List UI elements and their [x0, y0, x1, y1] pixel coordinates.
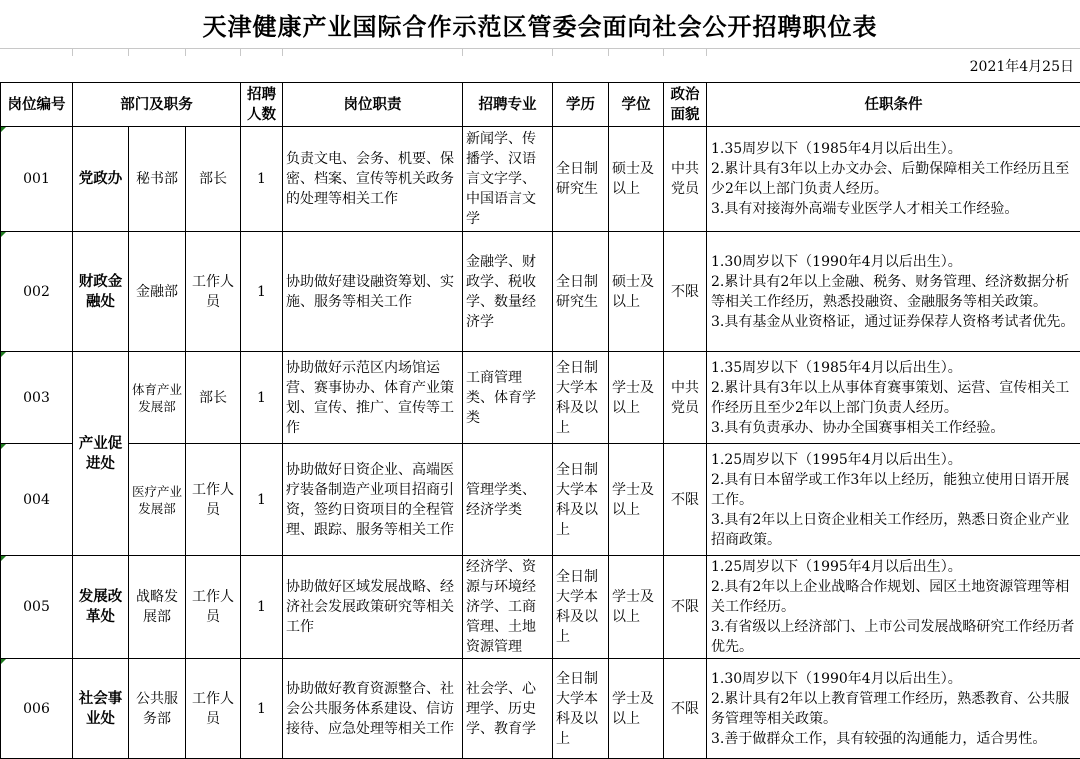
header-duty: 岗位职责: [283, 83, 463, 127]
education: 全日制大学本科及以上: [553, 352, 609, 444]
hire-count: 1: [241, 444, 283, 556]
header-degree: 学位: [609, 83, 664, 127]
requirement-line: 1.25周岁以下（1995年4月以后出生）。: [711, 557, 1076, 577]
job-duty: 负责文电、会务、机要、保密、档案、宣传等机关政务的处理等相关工作: [283, 127, 463, 232]
requirement-line: 2.具有日本留学或工作3年以上经历，能独立使用日语开展工作。: [711, 470, 1076, 510]
position-id: 002: [1, 232, 73, 352]
department: 社会事业处: [73, 659, 129, 759]
education: 全日制研究生: [553, 127, 609, 232]
table-row: [1, 352, 1080, 444]
hire-count: 1: [241, 232, 283, 352]
table-row: [1, 659, 1080, 759]
hire-count: 1: [241, 659, 283, 759]
requirement-line: 1.30周岁以下（1990年4月以后出生）。: [711, 669, 1076, 689]
requirements: [707, 659, 1080, 759]
major: 新闻学、传播学、汉语言文字学、中国语言文学: [463, 127, 553, 232]
major: 经济学、资源与环境经济学、工商管理、土地资源管理: [463, 556, 553, 659]
requirement-line: 2.累计具有2年以上教育管理工作经历，熟悉教育、公共服务管理等相关政策。: [711, 689, 1076, 729]
position-id: 005: [1, 556, 73, 659]
degree: 学士及以上: [609, 352, 664, 444]
political-status: 不限: [664, 232, 707, 352]
degree: 学士及以上: [609, 556, 664, 659]
political-status: 不限: [664, 444, 707, 556]
requirement-line: 1.35周岁以下（1985年4月以后出生）。: [711, 139, 1076, 159]
requirement-line: 1.25周岁以下（1995年4月以后出生）。: [711, 450, 1076, 470]
requirement-line: 3.具有2年以上日资企业相关工作经历，熟悉日资企业产业招商政策。: [711, 510, 1076, 550]
page-title: 天津健康产业国际合作示范区管委会面向社会公开招聘职位表: [0, 0, 1080, 48]
table-row: [1, 127, 1080, 232]
sub-department: 公共服务部: [129, 659, 186, 759]
requirement-line: 3.善于做群众工作，具有较强的沟通能力，适合男性。: [711, 729, 1076, 749]
hire-count: 1: [241, 352, 283, 444]
degree: 学士及以上: [609, 659, 664, 759]
position-table: [0, 82, 1080, 759]
sub-department: 医疗产业发展部: [129, 444, 186, 556]
hire-count: 1: [241, 127, 283, 232]
education: 全日制大学本科及以上: [553, 556, 609, 659]
sub-department: 战略发展部: [129, 556, 186, 659]
header-row: [1, 83, 1080, 127]
requirement-line: 2.累计具有2年以上金融、税务、财务管理、经济数据分析等相关工作经历，熟悉投融资、金融服务等相关政策。: [711, 272, 1076, 312]
department: 党政办: [73, 127, 129, 232]
political-status: 中共党员: [664, 127, 707, 232]
position-id: 003: [1, 352, 73, 444]
department: 财政金融处: [73, 232, 129, 352]
job-title: 部长: [186, 352, 241, 444]
job-title: 工作人员: [186, 659, 241, 759]
header-requirements: 任职条件: [707, 83, 1080, 127]
header-major: 招聘专业: [463, 83, 553, 127]
requirements: [707, 444, 1080, 556]
position-id: 004: [1, 444, 73, 556]
degree: 硕士及以上: [609, 232, 664, 352]
requirement-line: 2.累计具有3年以上从事体育赛事策划、运营、宣传相关工作经历且至少2年以上部门负责人经历。: [711, 378, 1076, 418]
job-title: 工作人员: [186, 444, 241, 556]
major: 金融学、财政学、税收学、数量经济学: [463, 232, 553, 352]
sheet-gridlines: [0, 48, 1080, 56]
job-duty: 协助做好区域发展战略、经济社会发展政策研究等相关工作: [283, 556, 463, 659]
requirement-line: 3.具有基金从业资格证，通过证券保荐人资格考试者优先。: [711, 312, 1076, 332]
requirement-line: 2.累计具有3年以上办文办会、后勤保障相关工作经历且至少2年以上部门负责人经历。: [711, 159, 1076, 199]
political-status: 不限: [664, 659, 707, 759]
major: 社会学、心理学、历史学、教育学: [463, 659, 553, 759]
sub-department: 金融部: [129, 232, 186, 352]
department: 产业促进处: [73, 352, 129, 556]
job-duty: 协助做好日资企业、高端医疗装备制造产业项目招商引资，签约日资项目的全程管理、跟踪、服务等相关工作: [283, 444, 463, 556]
requirement-line: 3.有省级以上经济部门、上市公司发展战略研究工作经历者优先。: [711, 617, 1076, 657]
header-dept: 部门及职务: [73, 83, 241, 127]
education: 全日制研究生: [553, 232, 609, 352]
header-id: 岗位编号: [1, 83, 73, 127]
requirement-line: 1.35周岁以下（1985年4月以后出生）。: [711, 358, 1076, 378]
degree: 学士及以上: [609, 444, 664, 556]
header-count: 招聘人数: [241, 83, 283, 127]
major: 管理学类、经济学类: [463, 444, 553, 556]
requirements: [707, 556, 1080, 659]
requirements: [707, 352, 1080, 444]
table-row: [1, 232, 1080, 352]
requirements: [707, 232, 1080, 352]
job-duty: 协助做好教育资源整合、社会公共服务体系建设、信访接待、应急处理等相关工作: [283, 659, 463, 759]
position-id: 001: [1, 127, 73, 232]
department: 发展改革处: [73, 556, 129, 659]
job-title: 工作人员: [186, 556, 241, 659]
table-row: [1, 444, 1080, 556]
job-duty: 协助做好建设融资筹划、实施、服务等相关工作: [283, 232, 463, 352]
job-title: 工作人员: [186, 232, 241, 352]
header-edu: 学历: [553, 83, 609, 127]
header-political: 政治面貌: [664, 83, 707, 127]
education: 全日制大学本科及以上: [553, 659, 609, 759]
sub-department: 体育产业发展部: [129, 352, 186, 444]
requirement-line: 1.30周岁以下（1990年4月以后出生）。: [711, 252, 1076, 272]
job-title: 部长: [186, 127, 241, 232]
requirements: [707, 127, 1080, 232]
education: 全日制大学本科及以上: [553, 444, 609, 556]
requirement-line: 3.具有对接海外高端专业医学人才相关工作经验。: [711, 199, 1076, 219]
sub-department: 秘书部: [129, 127, 186, 232]
job-duty: 协助做好示范区内场馆运营、赛事协办、体育产业策划、宣传、推广、宣传等工作: [283, 352, 463, 444]
major: 工商管理类、体育学类: [463, 352, 553, 444]
publish-date: 2021年4月25日: [970, 56, 1074, 78]
political-status: 中共党员: [664, 352, 707, 444]
requirement-line: 3.具有负责承办、协办全国赛事相关工作经验。: [711, 418, 1076, 438]
requirement-line: 2.具有2年以上企业战略合作规划、园区土地资源管理等相关工作经历。: [711, 577, 1076, 617]
position-id: 006: [1, 659, 73, 759]
degree: 硕士及以上: [609, 127, 664, 232]
hire-count: 1: [241, 556, 283, 659]
table-row: [1, 556, 1080, 659]
political-status: 不限: [664, 556, 707, 659]
